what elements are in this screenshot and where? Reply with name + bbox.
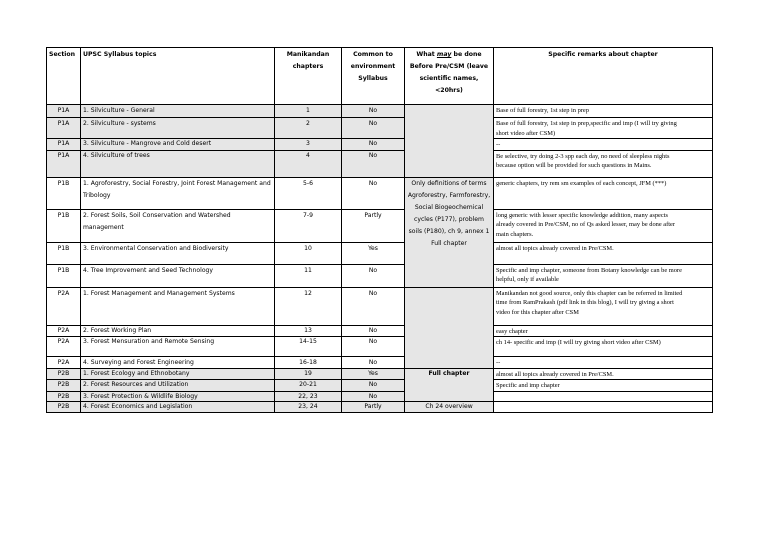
- cell-chapters: 11: [275, 264, 342, 287]
- cell-remark: Be selective, try doing 2-3 spp each day, no need of sleepless nights because option will be provided for such questions in Mains.: [494, 150, 713, 177]
- cell-chapters: 5-6: [275, 177, 342, 209]
- cell-chapters: 14-15: [275, 337, 342, 357]
- cell-section: P2B: [47, 401, 81, 412]
- cell-common: No: [342, 177, 405, 209]
- cell-topic: 1. Agroforestry, Social Forestry, Joint Forest Management and Tribology: [81, 177, 275, 209]
- cell-topic: 2. Silviculture - systems: [81, 118, 275, 139]
- cell-remark: Manikandan not good source, only this chapter can be referred in limited time from RamPrakash (pdf link in this blog), I will try giving a short video for this chapter after CSM: [494, 287, 713, 325]
- table-row: [47, 209, 713, 242]
- cell-remark: Base of full forestry, 1st step in prep: [494, 105, 713, 118]
- cell-common: No: [342, 337, 405, 357]
- cell-common: No: [342, 391, 405, 401]
- table-row: [47, 401, 713, 412]
- table-row: [47, 368, 713, 380]
- table-row: [47, 139, 713, 151]
- cell-section: P1B: [47, 264, 81, 287]
- cell-chapters: 23, 24: [275, 401, 342, 412]
- cell-common: No: [342, 118, 405, 139]
- table-row: [47, 337, 713, 357]
- cell-section: P2B: [47, 391, 81, 401]
- cell-common: No: [342, 105, 405, 118]
- cell-remark: long generic with lesser specific knowledge addition, many aspects already covered in Pre/CSM, no of Qs asked lesser, may be done after main chapters.: [494, 209, 713, 242]
- cell-what-p2a: [405, 287, 494, 368]
- header-what: [405, 48, 494, 105]
- table-row: [47, 177, 713, 209]
- table-row: [47, 105, 713, 118]
- cell-topic: 3. Environmental Conservation and Biodiversity: [81, 242, 275, 264]
- cell-chapters: 20-21: [275, 380, 342, 392]
- cell-chapters: 7-9: [275, 209, 342, 242]
- cell-topic: 3. Forest Mensuration and Remote Sensing: [81, 337, 275, 357]
- cell-remark: --: [494, 357, 713, 369]
- cell-what-p2b-full: Full chapter: [405, 368, 494, 401]
- cell-topic: 3. Forest Protection & Wildlife Biology: [81, 391, 275, 401]
- cell-common: Partly: [342, 401, 405, 412]
- cell-section: P1A: [47, 150, 81, 177]
- cell-remark: [494, 401, 713, 412]
- cell-common: No: [342, 380, 405, 392]
- cell-topic: 1. Forest Ecology and Ethnobotany: [81, 368, 275, 380]
- cell-chapters: 16-18: [275, 357, 342, 369]
- cell-common: No: [342, 264, 405, 287]
- table-row: [47, 150, 713, 177]
- cell-common: Yes: [342, 368, 405, 380]
- cell-common: Partly: [342, 209, 405, 242]
- cell-section: P1A: [47, 105, 81, 118]
- table-row: [47, 357, 713, 369]
- cell-what-p2b-ch24: Ch 24 overview: [405, 401, 494, 412]
- cell-topic: 4. Forest Economics and Legislation: [81, 401, 275, 412]
- cell-section: P2A: [47, 287, 81, 325]
- cell-chapters: 10: [275, 242, 342, 264]
- header-what-prefix: What: [416, 51, 435, 58]
- cell-common: No: [342, 150, 405, 177]
- table-row: [47, 380, 713, 392]
- table-row: [47, 325, 713, 337]
- cell-topic: 2. Forest Soils, Soil Conservation and Watershed management: [81, 209, 275, 242]
- cell-common: No: [342, 139, 405, 151]
- cell-chapters: 22, 23: [275, 391, 342, 401]
- header-row: [47, 48, 713, 105]
- cell-common: No: [342, 287, 405, 325]
- cell-topic: 2. Forest Working Plan: [81, 325, 275, 337]
- cell-chapters: 3: [275, 139, 342, 151]
- cell-chapters: 4: [275, 150, 342, 177]
- cell-section: P2A: [47, 357, 81, 369]
- table-row: [47, 118, 713, 139]
- header-section: Section: [47, 48, 81, 105]
- table-row: [47, 264, 713, 287]
- header-common: Common to environment Syllabus: [342, 48, 405, 105]
- cell-chapters: 1: [275, 105, 342, 118]
- cell-topic: 1. Silviculture - General: [81, 105, 275, 118]
- cell-section: P1A: [47, 139, 81, 151]
- header-what-may: may: [436, 51, 452, 58]
- cell-section: P2A: [47, 337, 81, 357]
- cell-remark: almost all topics already covered in Pre/CSM.: [494, 242, 713, 264]
- cell-common: No: [342, 325, 405, 337]
- table-row: [47, 391, 713, 401]
- cell-chapters: 19: [275, 368, 342, 380]
- cell-common: Yes: [342, 242, 405, 264]
- cell-chapters: 12: [275, 287, 342, 325]
- cell-remark: generic chapters, try rem sm examples of each concept, JFM (***): [494, 177, 713, 209]
- cell-section: P1B: [47, 242, 81, 264]
- cell-section: P2B: [47, 368, 81, 380]
- syllabus-sheet: [46, 47, 712, 413]
- cell-topic: 4. Surveying and Forest Engineering: [81, 357, 275, 369]
- table-row: [47, 242, 713, 264]
- cell-topic: 2. Forest Resources and Utilization: [81, 380, 275, 392]
- cell-remark: easy chapter: [494, 325, 713, 337]
- cell-remark: Base of full forestry, 1st step in prep,specific and imp (I will try giving short video after CSM): [494, 118, 713, 139]
- cell-remark: ch 14- specific and imp (I will try giving short video after CSM): [494, 337, 713, 357]
- cell-remark: --: [494, 139, 713, 151]
- cell-remark: [494, 391, 713, 401]
- table-row: [47, 287, 713, 325]
- cell-chapters: 13: [275, 325, 342, 337]
- cell-chapters: 2: [275, 118, 342, 139]
- header-chapters: Manikandan chapters: [275, 48, 342, 105]
- syllabus-table: [46, 47, 713, 413]
- header-what-suffix: be done Before Pre/CSM (leave scientific names, <20hrs): [409, 51, 489, 94]
- header-remarks: Specific remarks about chapter: [494, 48, 713, 105]
- cell-what-p1a: [405, 105, 494, 178]
- cell-section: P2A: [47, 325, 81, 337]
- cell-common: No: [342, 357, 405, 369]
- cell-what-p1b: Only definitions of terms Agroforestry, Farmforestry, Social Biogeochemical cycles (P177), problem soils (P180), ch 9, annex 1 Full chapter: [405, 177, 494, 287]
- cell-section: P1A: [47, 118, 81, 139]
- cell-remark: Specific and imp chapter, someone from Botany knowledge can be more helpful, only if available: [494, 264, 713, 287]
- header-topics: UPSC Syllabus topics: [81, 48, 275, 105]
- cell-topic: 4. Tree Improvement and Seed Technology: [81, 264, 275, 287]
- cell-section: P1B: [47, 209, 81, 242]
- cell-section: P2B: [47, 380, 81, 392]
- cell-topic: 4. Silviculture of trees: [81, 150, 275, 177]
- cell-remark: almost all topics already covered in Pre/CSM.: [494, 368, 713, 380]
- cell-topic: 3. Silviculture - Mangrove and Cold desert: [81, 139, 275, 151]
- cell-section: P1B: [47, 177, 81, 209]
- cell-remark: Specific and imp chapter: [494, 380, 713, 392]
- cell-topic: 1. Forest Management and Management Systems: [81, 287, 275, 325]
